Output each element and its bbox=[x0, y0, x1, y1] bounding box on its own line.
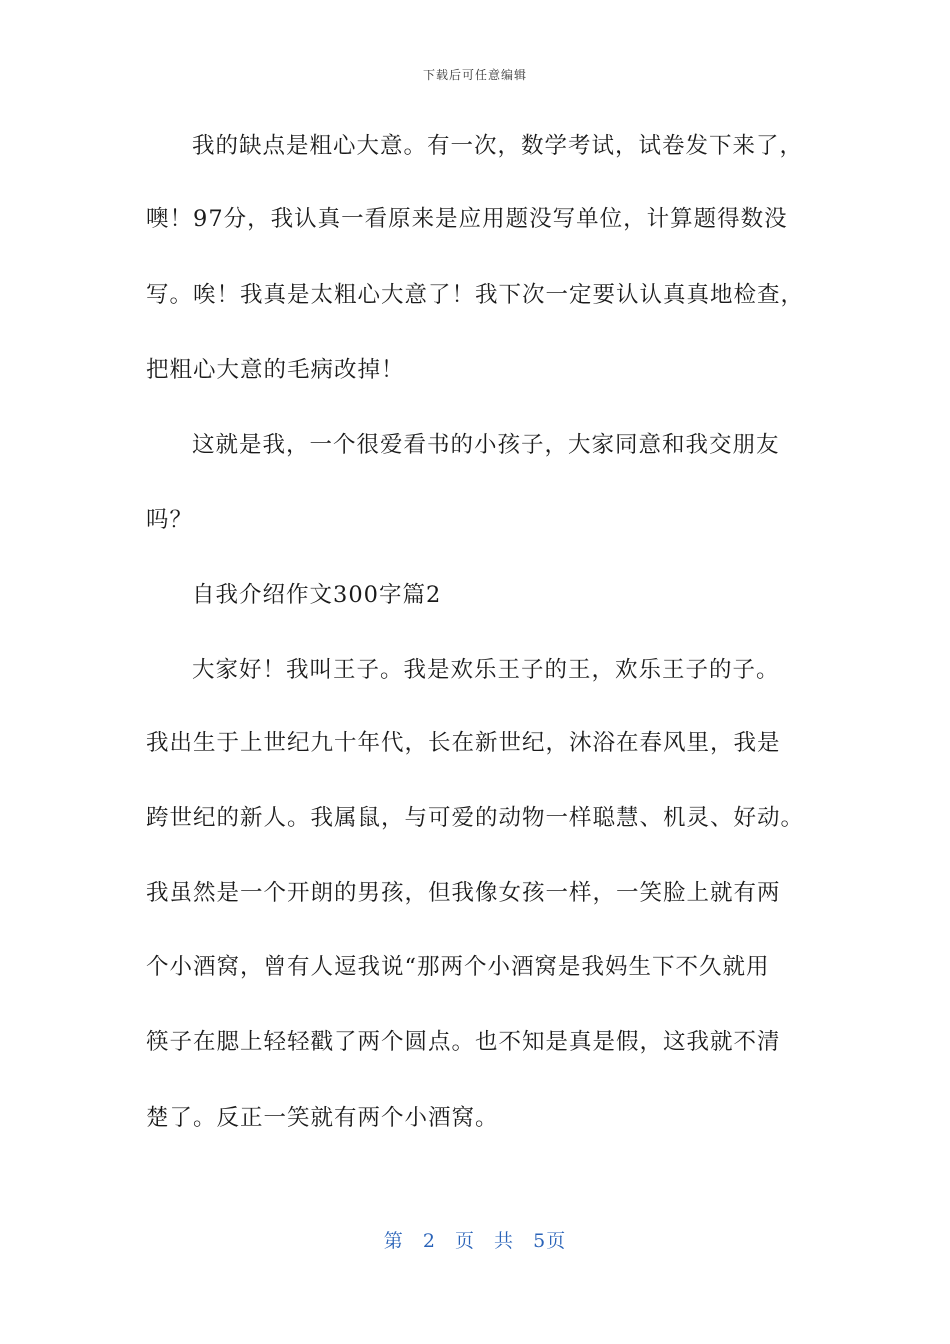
footer-gong: 共 bbox=[494, 1230, 515, 1252]
page-footer bbox=[0, 1226, 950, 1253]
paragraph-line: 筷子在腮上轻轻戳了两个圆点。也不知是真是假，这我就不清 bbox=[146, 1029, 781, 1055]
paragraph-line: 我的缺点是粗心大意。有一次，数学考试，试卷发下来了， bbox=[192, 133, 804, 159]
paragraph-line: 我虽然是一个开朗的男孩，但我像女孩一样，一笑脸上就有两 bbox=[146, 880, 781, 906]
footer-page-number: 2 bbox=[422, 1230, 436, 1252]
page-header-note: 下载后可任意编辑 bbox=[422, 68, 527, 82]
paragraph-line: 楚了。反正一笑就有两个小酒窝。 bbox=[146, 1105, 499, 1131]
paragraph-line: 吗？ bbox=[146, 507, 194, 533]
footer-total-pages: 5页 bbox=[533, 1230, 567, 1252]
section-heading: 自我介绍作文300字篇2 bbox=[192, 582, 442, 608]
footer-ye: 页 bbox=[454, 1230, 475, 1252]
paragraph-line: 噢！97分，我认真一看原来是应用题没写单位，计算题得数没 bbox=[146, 206, 788, 232]
footer-di: 第 bbox=[383, 1230, 404, 1252]
paragraph-line: 这就是我，一个很爱看书的小孩子，大家同意和我交朋友 bbox=[192, 432, 780, 458]
paragraph-line: 写。唉！我真是太粗心大意了！我下次一定要认认真真地检查， bbox=[146, 282, 805, 308]
paragraph-line: 大家好！我叫王子。我是欢乐王子的王，欢乐王子的子。 bbox=[192, 657, 780, 683]
paragraph-line: 个小酒窝，曾有人逗我说“那两个小酒窝是我妈生下不久就用 bbox=[146, 954, 770, 980]
paragraph-line: 我出生于上世纪九十年代，长在新世纪，沐浴在春风里，我是 bbox=[146, 730, 781, 756]
paragraph-line: 把粗心大意的毛病改掉！ bbox=[146, 357, 405, 383]
paragraph-line: 跨世纪的新人。我属鼠，与可爱的动物一样聪慧、机灵、好动。 bbox=[146, 805, 805, 831]
